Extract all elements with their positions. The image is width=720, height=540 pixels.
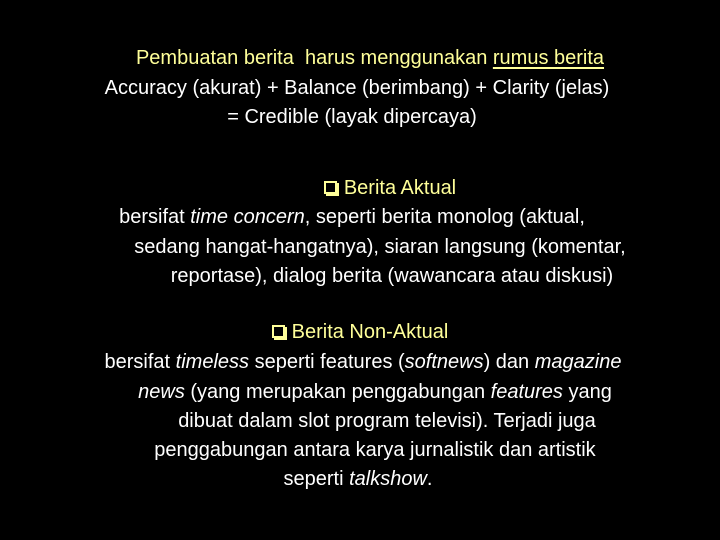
text-run: bersifat: [119, 206, 191, 228]
text-run-italic: news: [138, 381, 185, 403]
header-formula-line: Accuracy (akurat) + Balance (berimbang) + Clarity (jelas): [104, 77, 610, 99]
section-aktual-line-2: sedang hangat-hangatnya), siaran langsung (komentar,: [134, 236, 626, 258]
section-nonaktual-line-4: penggabungan antara karya jurnalistik dan artistik: [154, 439, 596, 461]
rumus-berita-underlined: rumus berita: [492, 47, 605, 69]
section-aktual-title: [30, 174, 720, 202]
section-aktual-title-text: Berita Aktual: [343, 177, 457, 199]
text-run: , seperti berita monolog (aktual,: [304, 206, 585, 228]
hollow-square-bullet-icon: [272, 325, 285, 338]
text-run: (yang merupakan penggabungan: [184, 381, 491, 403]
section-nonaktual-title: [0, 318, 720, 346]
section-nonaktual-line-3: dibuat dalam slot program televisi). Terjadi juga: [178, 410, 596, 432]
text-run-italic: time concern: [190, 206, 305, 228]
header-line-1-text: Pembuatan berita harus menggunakan: [135, 47, 493, 69]
text-run: bersifat: [104, 351, 176, 373]
text-run-italic: magazine: [534, 351, 622, 373]
section-nonaktual-line-2: [15, 378, 720, 406]
text-run: seperti: [283, 468, 350, 490]
text-run-italic: softnews: [404, 351, 484, 373]
hollow-square-bullet-icon: [324, 181, 337, 194]
text-run: .: [426, 468, 433, 490]
section-nonaktual-line-1: [3, 348, 720, 376]
header-credible-line: = Credible (layak dipercaya): [227, 106, 477, 128]
header-line-1: [10, 44, 720, 72]
text-run: yang: [562, 381, 612, 403]
section-nonaktual-line-5: [0, 465, 718, 493]
text-run: seperti features (: [249, 351, 405, 373]
text-run-italic: features: [490, 381, 563, 403]
section-aktual-line-3: reportase), dialog berita (wawancara atau diskusi): [170, 265, 614, 287]
section-aktual-line-1: [0, 203, 712, 231]
text-run: ) dan: [483, 351, 535, 373]
text-run-italic: talkshow: [349, 468, 427, 490]
text-run-italic: timeless: [175, 351, 250, 373]
section-nonaktual-title-text: Berita Non-Aktual: [291, 321, 449, 343]
